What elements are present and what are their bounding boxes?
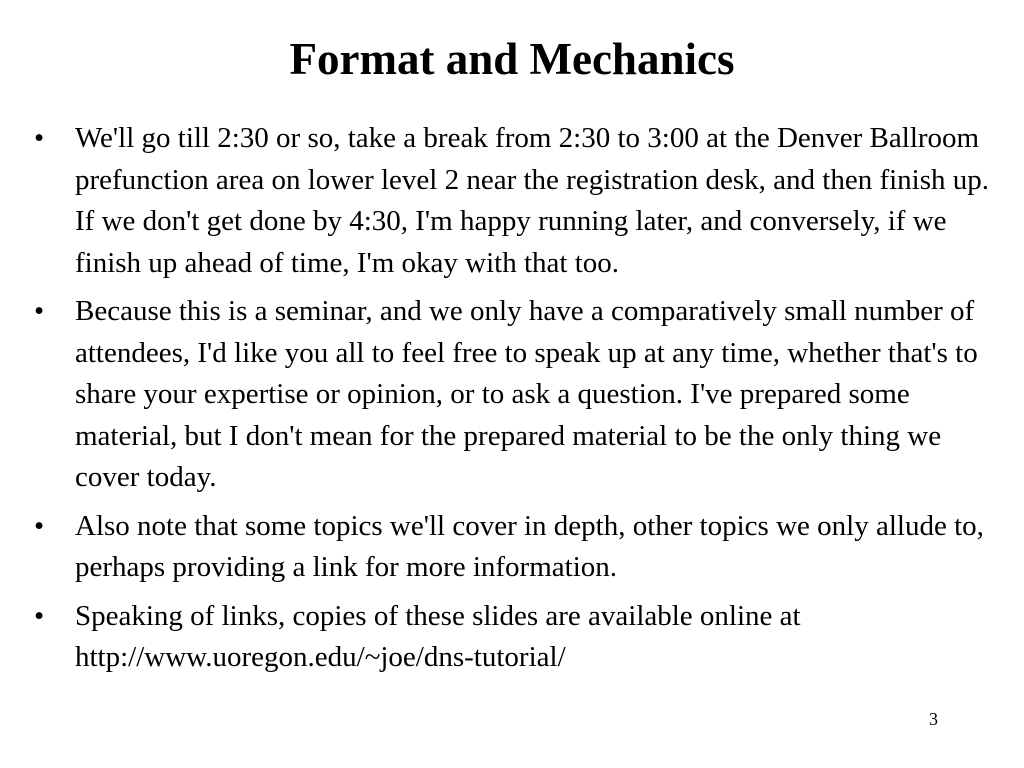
bullet-item: [26, 291, 996, 499]
bullet-dot-icon: •: [34, 295, 45, 327]
bullet-item: [26, 506, 996, 589]
bullet-dot-icon: •: [34, 599, 45, 632]
slide-number: 3: [929, 709, 938, 729]
bullet-item: [26, 118, 996, 284]
bullet-item: [26, 596, 996, 679]
bullet-dot-icon: •: [34, 122, 45, 154]
slide-title: Format and Mechanics: [289, 34, 735, 84]
bullet-text: Speaking of links, copies of these slides are available online at http://www.uoregon.edu/~joe/dns-tutorial/: [75, 599, 801, 673]
bullet-text: Also note that some topics we'll cover in depth, other topics we only allude to, perhaps providing a link for more information.: [75, 509, 984, 583]
bullet-dot-icon: •: [34, 509, 45, 542]
bullet-text: Because this is a seminar, and we only have a comparatively small number of attendees, I'd like you all to feel free to speak up at any time, whether that's to share your expertise or opinion, or to ask a question. I've prepared some material, but I don't mean for the prepared material to be the only thing we cover today.: [75, 295, 978, 493]
bullet-text: We'll go till 2:30 or so, take a break from 2:30 to 3:00 at the Denver Ballroom prefunction area on lower level 2 near the registration desk, and then finish up. If we don't get done by 4:30, I'm happy running later, and conversely, if we finish up ahead of time, I'm okay with that too.: [75, 122, 989, 279]
bullet-list: [26, 118, 996, 686]
